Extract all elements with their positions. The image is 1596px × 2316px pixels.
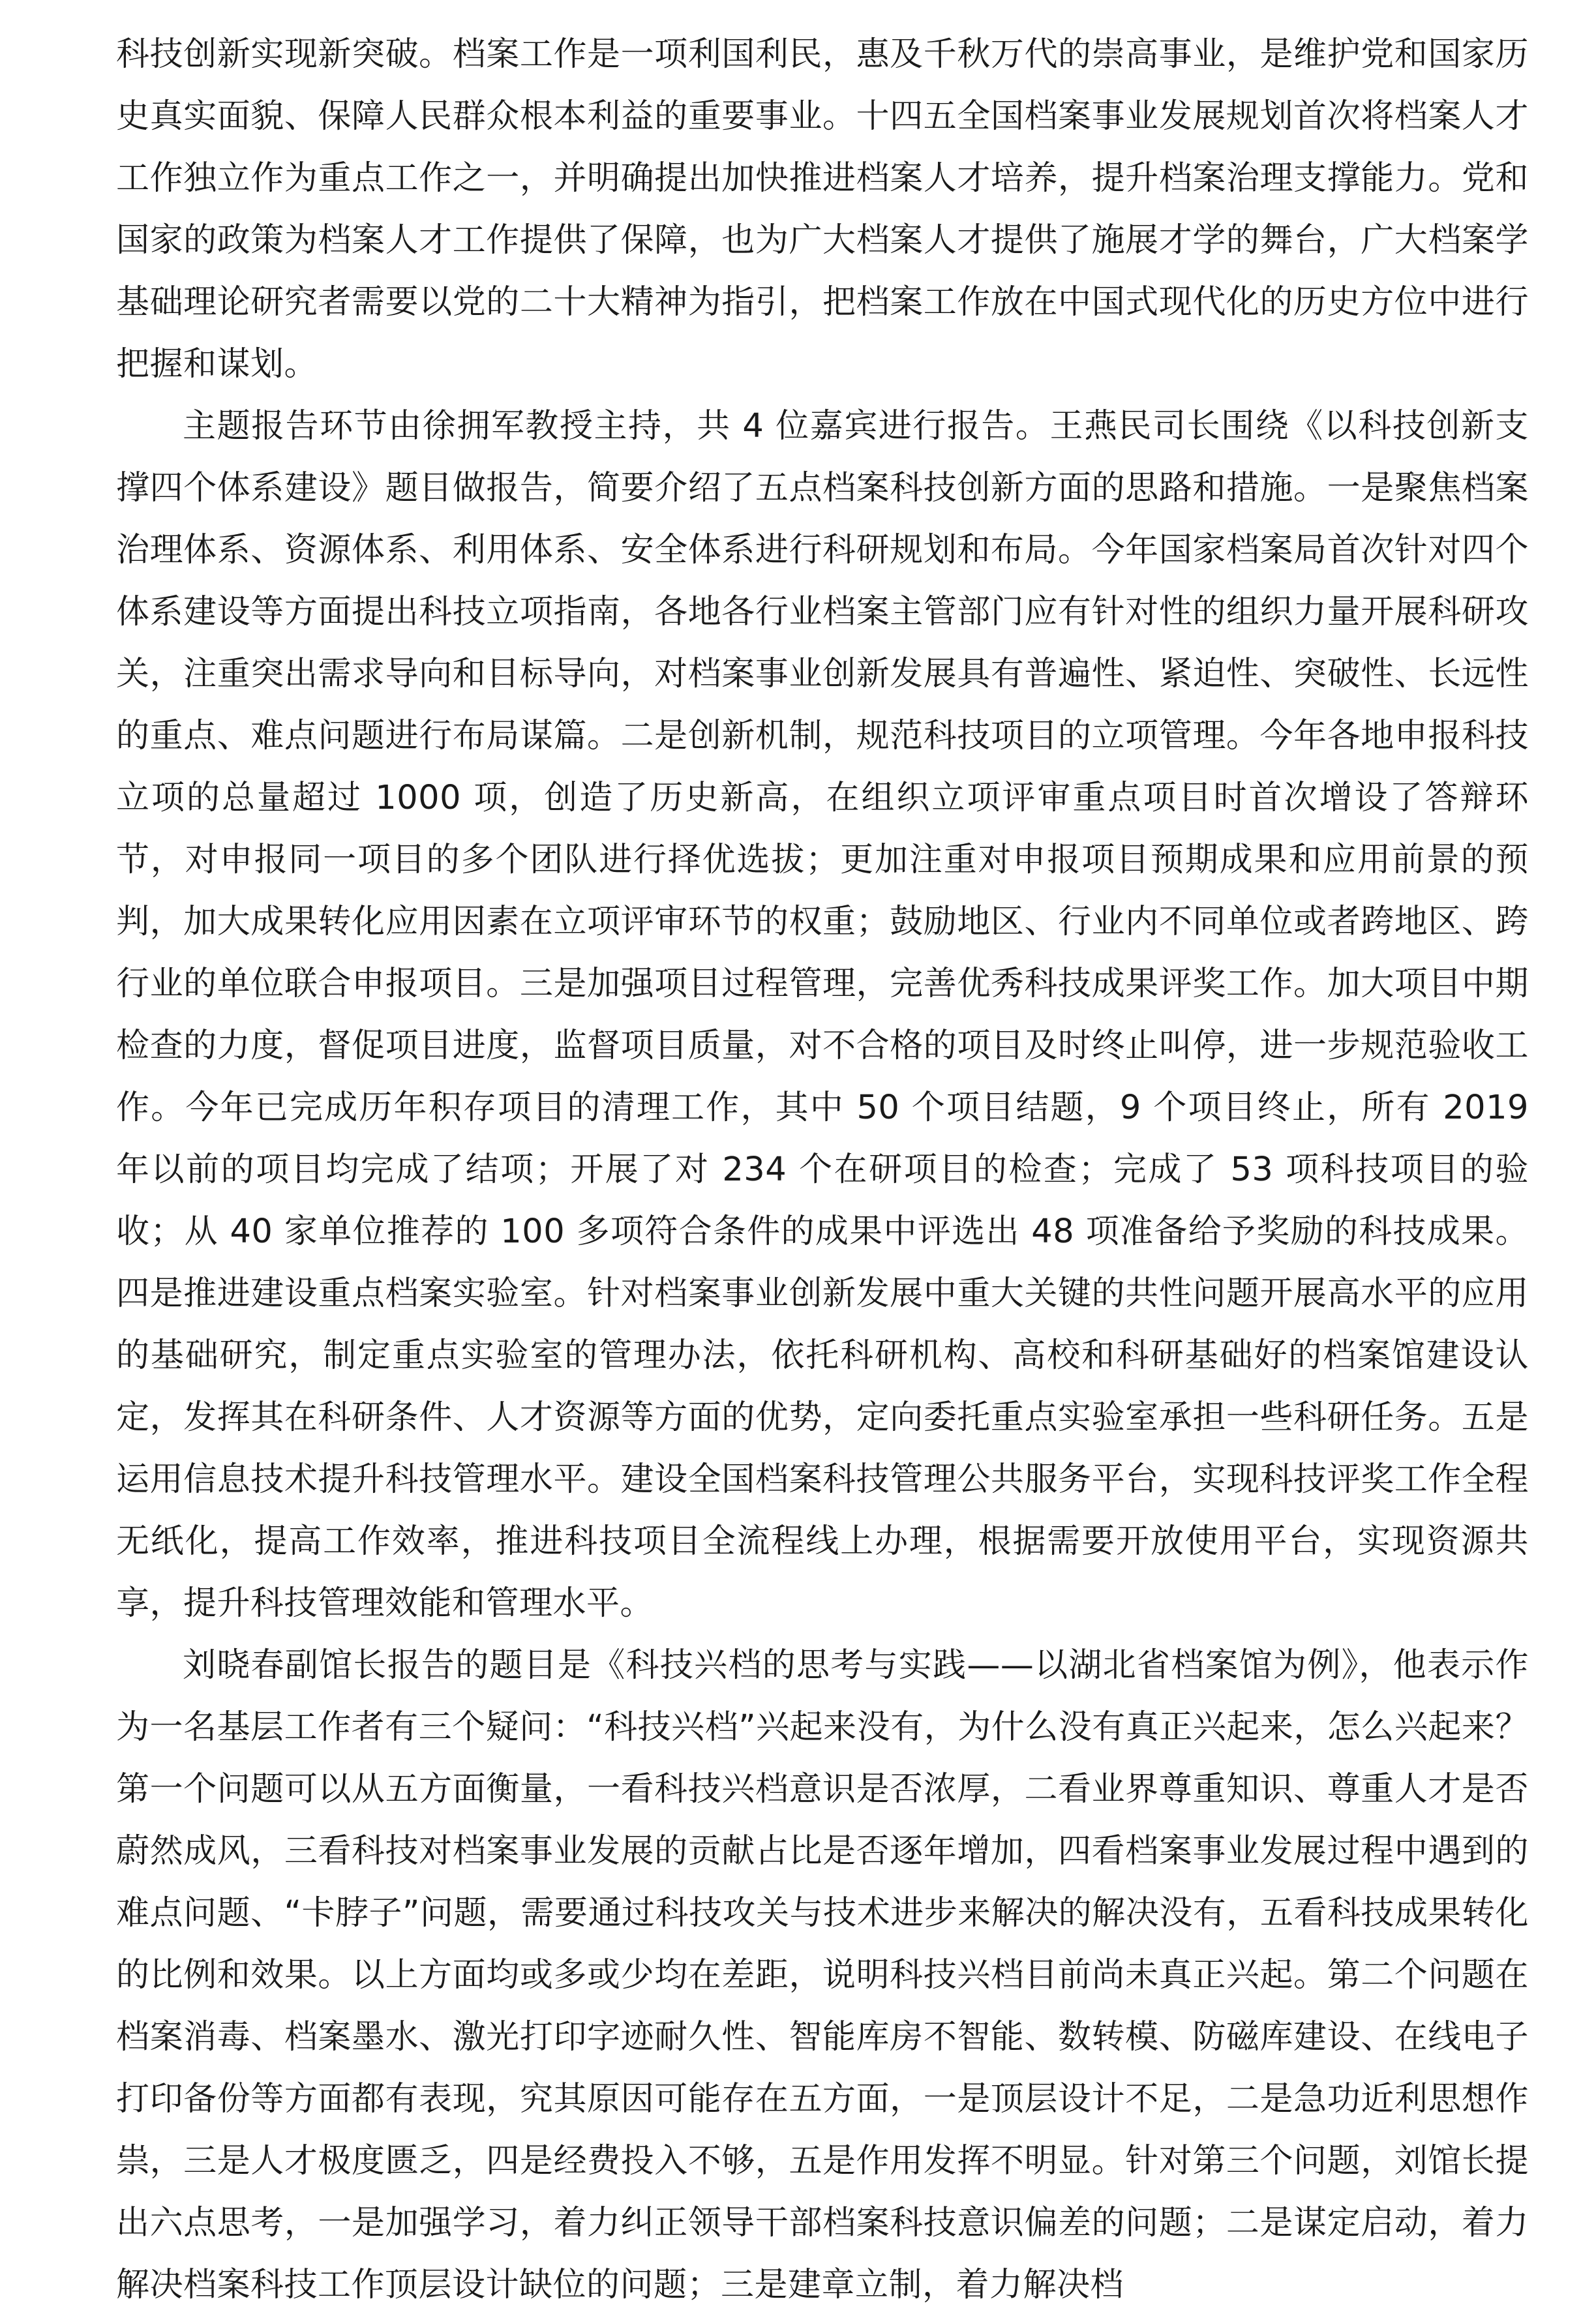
document-body <box>116 23 1529 2316</box>
paragraph-keynote-wang: 主题报告环节由徐拥军教授主持，共 4 位嘉宾进行报告。王燕民司长围绕《以科技创新支撑四个体系建设》题目做报告，简要介绍了五点档案科技创新方面的思路和措施。一是聚焦档案治理体系、资源体系、利用体系、安全体系进行科研规划和布局。今年国家档案局首次针对四个体系建设等方面提出科技立项指南，各地各行业档案主管部门应有针对性的组织力量开展科研攻关，注重突出需求导向和目标导向，对档案事业创新发展具有普遍性、紧迫性、突破性、长远性的重点、难点问题进行布局谋篇。二是创新机制，规范科技项目的立项管理。今年各地申报科技立项的总量超过 1000 项，创造了历史新高，在组织立项评审重点项目时首次增设了答辩环节，对申报同一项目的多个团队进行择优选拔；更加注重对申报项目预期成果和应用前景的预判，加大成果转化应用因素在立项评审环节的权重；鼓励地区、行业内不同单位或者跨地区、跨行业的单位联合申报项目。三是加强项目过程管理，完善优秀科技成果评奖工作。加大项目中期检查的力度，督促项目进度，监督项目质量，对不合格的项目及时终止叫停，进一步规范验收工作。今年已完成历年积存项目的清理工作，其中 50 个项目结题，9 个项目终止，所有 2019 年以前的项目均完成了结项；开展了对 234 个在研项目的检查；完成了 53 项科技项目的验收；从 40 家单位推荐的 100 多项符合条件的成果中评选出 48 项准备给予奖励的科技成果。四是推进建设重点档案实验室。针对档案事业创新发展中重大关键的共性问题开展高水平的应用的基础研究，制定重点实验室的管理办法，依托科研机构、高校和科研基础好的档案馆建设认定，发挥其在科研条件、人才资源等方面的优势，定向委托重点实验室承担一些科研任务。五是运用信息技术提升科技管理水平。建设全国档案科技管理公共服务平台，实现科技评奖工作全程无纸化，提高工作效率，推进科技项目全流程线上办理，根据需要开放使用平台，实现资源共享，提升科技管理效能和管理水平。 <box>116 407 1529 1623</box>
paragraph-intro: 科技创新实现新突破。档案工作是一项利国利民，惠及千秋万代的崇高事业，是维护党和国家历史真实面貌、保障人民群众根本利益的重要事业。十四五全国档案事业发展规划首次将档案人才工作独立作为重点工作之一，并明确提出加快推进档案人才培养，提升档案治理支撑能力。党和国家的政策为档案人才工作提供了保障，也为广大档案人才提供了施展才学的舞台，广大档案学基础理论研究者需要以党的二十大精神为指引，把档案工作放在中国式现代化的历史方位中进行把握和谋划。 <box>116 35 1529 383</box>
paragraph-keynote-liu: 刘晓春副馆长报告的题目是《科技兴档的思考与实践——以湖北省档案馆为例》，他表示作为一名基层工作者有三个疑问：“科技兴档”兴起来没有，为什么没有真正兴起来，怎么兴起来？第一个问题可以从五方面衡量，一看科技兴档意识是否浓厚，二看业界尊重知识、尊重人才是否蔚然成风，三看科技对档案事业发展的贡献占比是否逐年增加，四看档案事业发展过程中遇到的难点问题、“卡脖子”问题，需要通过科技攻关与技术进步来解决的解决没有，五看科技成果转化的比例和效果。以上方面均或多或少均在差距，说明科技兴档目前尚未真正兴起。第二个问题在档案消毒、档案墨水、激光打印字迹耐久性、智能库房不智能、数转模、防磁库建设、在线电子打印备份等方面都有表现，究其原因可能存在五方面，一是顶层设计不足，二是急功近利思想作祟，三是人才极度匮乏，四是经费投入不够，五是作用发挥不明显。针对第三个问题，刘馆长提出六点思考，一是加强学习，着力纠正领导干部档案科技意识偏差的问题；二是谋定启动，着力解决档案科技工作顶层设计缺位的问题；三是建章立制，着力解决档 <box>116 1646 1529 2304</box>
